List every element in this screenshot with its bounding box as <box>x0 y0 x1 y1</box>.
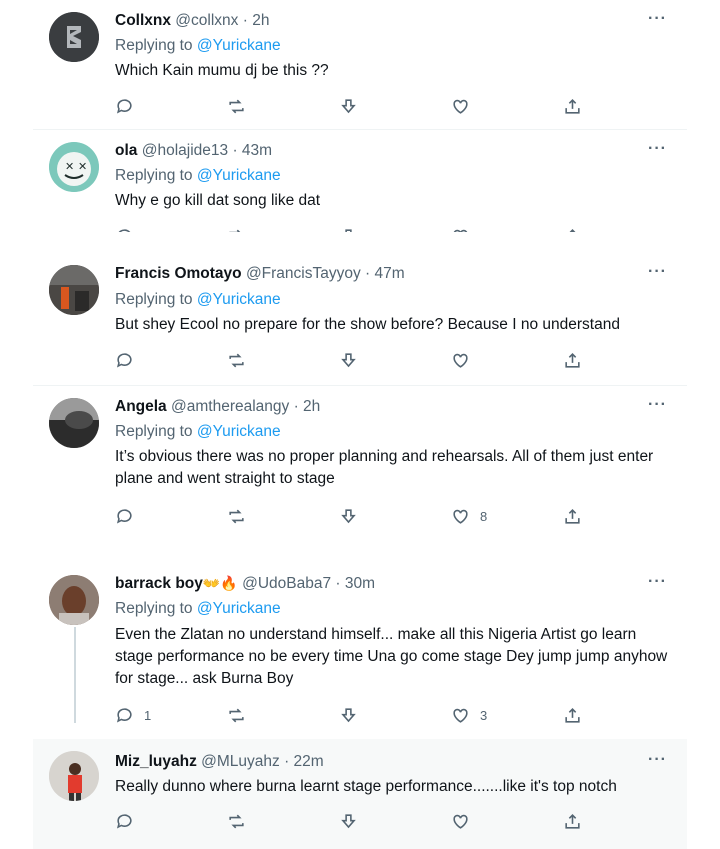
tweet-actions <box>115 225 615 232</box>
avatar[interactable] <box>49 398 99 448</box>
reply-count: 1 <box>144 707 152 723</box>
more-options-button[interactable]: ··· <box>648 396 667 413</box>
tweet-angela[interactable] <box>33 386 687 540</box>
user-handle[interactable]: @MLuyahz <box>201 753 280 770</box>
tweet-collxnx[interactable] <box>33 0 687 128</box>
replying-to: Replying to @Yurickane <box>115 37 281 54</box>
display-name[interactable]: Francis Omotayo <box>115 265 242 282</box>
tweet-text: Why e go kill dat song like dat <box>115 192 321 209</box>
share-down-icon <box>339 812 358 831</box>
more-options-button[interactable]: ··· <box>648 140 667 157</box>
tweet-francis[interactable] <box>33 253 687 385</box>
like-icon <box>451 706 470 725</box>
replying-to: Replying to @Yurickane <box>115 167 281 184</box>
reply-icon <box>115 227 134 233</box>
share-icon <box>563 227 582 233</box>
more-options-button[interactable]: ··· <box>648 751 667 768</box>
avatar[interactable] <box>49 575 99 625</box>
retweet-icon <box>227 97 246 116</box>
tweet-miz-luyahz[interactable] <box>33 739 687 849</box>
like-icon <box>451 812 470 831</box>
tweet-header <box>115 142 272 160</box>
tweet-actions <box>115 505 615 527</box>
reply-button[interactable] <box>115 225 134 232</box>
tweet-actions <box>115 704 615 726</box>
reply-button[interactable] <box>115 349 134 371</box>
reply-button[interactable] <box>115 810 134 832</box>
tweet-header <box>115 753 324 771</box>
share-button[interactable] <box>563 505 582 527</box>
name-emoji: 👐🔥 <box>202 575 238 591</box>
tweet-actions <box>115 95 615 117</box>
tweet-actions <box>115 349 615 371</box>
tweet-text: Which Kain mumu dj be this ?? <box>115 62 329 79</box>
share-button[interactable] <box>563 810 582 832</box>
timestamp[interactable]: · 30m <box>335 575 376 592</box>
reply-button[interactable] <box>115 505 134 527</box>
tweet-text: Really dunno where burna learnt stage performance.......like it's top notch <box>115 778 617 795</box>
mention-link[interactable]: @Yurickane <box>196 291 281 308</box>
retweet-button[interactable] <box>227 95 246 117</box>
replying-to: Replying to @Yurickane <box>115 600 281 617</box>
like-icon <box>451 227 470 233</box>
display-name[interactable]: barrack boy <box>115 575 203 592</box>
retweet-icon <box>227 812 246 831</box>
share-icon <box>563 812 582 831</box>
tweet-barrack-boy[interactable] <box>33 563 687 739</box>
reply-icon <box>115 507 134 526</box>
like-button[interactable] <box>451 225 470 232</box>
tweet-text: Even the Zlatan no understand himself... make all this Nigeria Artist go learn stage performance no be every time Una go come stage Dey jump jump anyhow for stage... ask Burna Boy <box>115 626 668 687</box>
more-options-button[interactable]: ··· <box>648 10 667 27</box>
display-name[interactable]: Angela <box>115 398 167 415</box>
share-down-icon <box>339 97 358 116</box>
retweet-icon <box>227 227 246 233</box>
avatar[interactable] <box>49 12 99 62</box>
share-button[interactable] <box>563 349 582 371</box>
more-options-button[interactable]: ··· <box>648 263 667 280</box>
retweet-button[interactable] <box>227 810 246 832</box>
like-icon <box>451 97 470 116</box>
avatar[interactable] <box>49 751 99 801</box>
tweet-card-2 <box>33 253 687 540</box>
like-count: 3 <box>480 707 488 723</box>
mention-link[interactable]: @Yurickane <box>196 423 281 440</box>
user-handle[interactable]: @amtherealangy <box>171 398 290 415</box>
user-handle[interactable]: @FrancisTayyoy <box>245 265 361 282</box>
tweet-header <box>115 265 405 283</box>
timestamp[interactable]: · 47m <box>365 265 405 282</box>
reply-icon <box>115 812 134 831</box>
share-icon <box>563 706 582 725</box>
tweet-ola[interactable] <box>33 130 687 232</box>
share-down-button[interactable] <box>339 505 358 527</box>
display-name[interactable]: ola <box>115 142 138 159</box>
tweet-actions <box>115 810 615 832</box>
share-down-icon <box>339 507 358 526</box>
like-button[interactable] <box>451 95 480 117</box>
like-button[interactable] <box>451 505 487 527</box>
tweet-header <box>115 398 320 416</box>
retweet-icon <box>227 351 246 370</box>
share-down-icon <box>339 706 358 725</box>
share-down-icon <box>339 227 358 233</box>
share-icon <box>563 97 582 116</box>
mention-link[interactable]: @Yurickane <box>196 600 281 617</box>
user-handle[interactable]: @UdoBaba7 <box>242 575 332 592</box>
avatar[interactable] <box>49 142 99 192</box>
tweet-text: But shey Ecool no prepare for the show before? Because I no understand <box>115 316 620 333</box>
display-name[interactable]: Miz_luyahz <box>115 753 197 770</box>
tweet-card-3 <box>33 563 687 849</box>
user-handle[interactable]: @collxnx <box>175 12 239 29</box>
reply-icon <box>115 351 134 370</box>
like-icon <box>451 351 470 370</box>
svg-text:✕ ✕: ✕ ✕ <box>65 160 88 173</box>
user-handle[interactable]: @holajide13 <box>141 142 229 159</box>
more-options-button[interactable]: ··· <box>648 573 667 590</box>
tweet-header <box>115 575 375 593</box>
timestamp[interactable]: · 2h <box>242 12 270 29</box>
like-button[interactable] <box>451 810 470 832</box>
share-button[interactable] <box>563 704 582 726</box>
retweet-button[interactable] <box>227 225 246 232</box>
display-name[interactable]: Collxnx <box>115 12 171 29</box>
tweet-card-1 <box>33 0 687 232</box>
retweet-button[interactable] <box>227 349 246 371</box>
replying-to: Replying to @Yurickane <box>115 291 281 308</box>
like-button[interactable] <box>451 349 470 371</box>
retweet-icon <box>227 507 246 526</box>
share-icon <box>563 507 582 526</box>
timestamp[interactable]: · 22m <box>284 753 324 770</box>
retweet-button[interactable] <box>227 505 246 527</box>
share-down-button[interactable] <box>339 704 358 726</box>
share-button[interactable] <box>563 225 582 232</box>
avatar[interactable] <box>49 265 99 315</box>
like-count: 8 <box>480 508 488 524</box>
reply-button[interactable] <box>115 704 151 726</box>
share-button[interactable] <box>563 95 582 117</box>
share-down-button[interactable] <box>339 810 358 832</box>
share-icon <box>563 351 582 370</box>
reply-icon <box>115 97 134 116</box>
reply-button[interactable] <box>115 95 134 117</box>
timestamp[interactable]: · 43m <box>232 142 273 159</box>
like-icon <box>451 507 470 526</box>
mention-link[interactable]: @Yurickane <box>196 167 281 184</box>
reply-icon <box>115 706 134 725</box>
mention-link[interactable]: @Yurickane <box>196 37 281 54</box>
tweet-text: It’s obvious there was no proper planning and rehearsals. All of them just enter plane and went straight to stage <box>115 448 654 487</box>
retweet-icon <box>227 706 246 725</box>
like-button[interactable] <box>451 704 487 726</box>
share-down-button[interactable] <box>339 95 358 117</box>
share-down-button[interactable] <box>339 349 358 371</box>
share-down-button[interactable] <box>339 225 358 232</box>
retweet-button[interactable] <box>227 704 246 726</box>
share-down-icon <box>339 351 358 370</box>
tweet-header <box>115 12 269 30</box>
timestamp[interactable]: · 2h <box>293 398 321 415</box>
replying-to: Replying to @Yurickane <box>115 423 281 440</box>
